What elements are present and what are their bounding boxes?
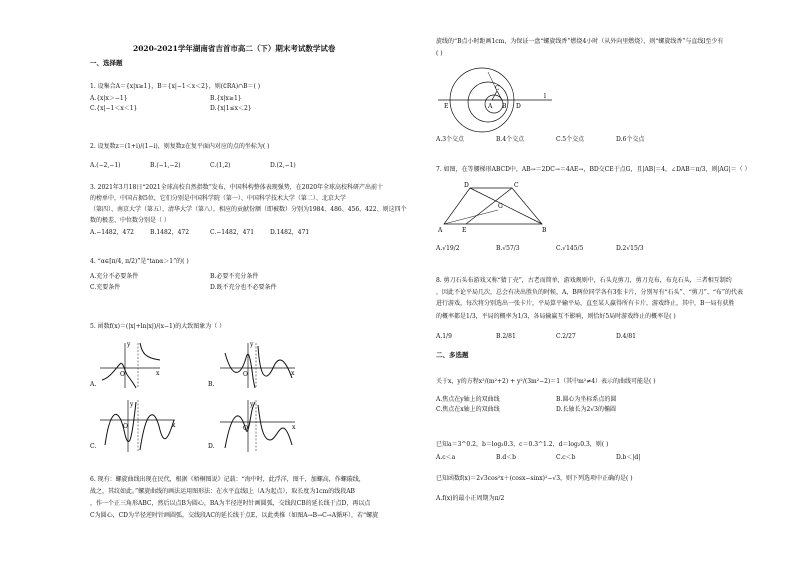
q5-graph-c-x: x: [172, 422, 176, 429]
q5-graph-c[interactable]: [90, 400, 176, 452]
q5-graph-b-x: x: [291, 370, 295, 377]
spiral-figure: [436, 60, 556, 134]
q10-option-d[interactable]: D.b＜|d|: [616, 454, 641, 461]
trap-label-c: C: [514, 182, 519, 189]
trap-label-e: E: [462, 227, 467, 234]
q10-option-a[interactable]: A.c＜a: [436, 454, 456, 461]
q6-option-b[interactable]: B.4个交点: [496, 136, 525, 143]
q4-option-c[interactable]: C.充要条件: [90, 284, 121, 291]
q3-line-3: （第四）、南京大学（第五）、清华大学（第八），相应的贡献份额（即被数）分别为1984、486、456、422、则这四个: [90, 206, 407, 213]
q5-graph-a-x: x: [156, 370, 160, 377]
q9-option-b[interactable]: B.圆心为坐标系点的圆: [556, 396, 617, 403]
q6-line-4: C为圆心，CD为半径逆时针画圆弧，交线段AC的延长线于点E，以此类推（如图A→B→C→A循环），若“螺旋: [90, 512, 379, 519]
q5-graph-d-origin: O: [243, 425, 248, 432]
q8-option-d[interactable]: D.4/81: [616, 333, 636, 340]
q1-stem: 1. 设集合A＝{x|x≥1}，B＝{x|−1＜x＜2}，则(∁RA)∩B＝( ): [90, 83, 261, 90]
q5-graph-b[interactable]: [208, 341, 295, 388]
q9-option-a[interactable]: A.焦点在y轴上的双曲线: [436, 396, 500, 403]
q5-graphs: [90, 338, 390, 456]
q8-line-1: 8. 剪刀石头布游戏又称“猜丁壳”，古老而简单，游戏规则中，石头克剪刀，剪刀克布，布克石头，三者相互制约: [436, 277, 732, 284]
trapezoid-figure: [436, 180, 556, 234]
q5-graph-d-x: x: [292, 424, 296, 431]
q3-option-c[interactable]: C.−1482，471: [210, 229, 255, 236]
q2-stem: 2. 设复数z＝(1+i)/(1−i)，则复数z在复平面内对应的点的坐标为( ): [90, 143, 270, 150]
q2-option-a[interactable]: A.(−2,−1): [90, 162, 121, 169]
q5-graph-a[interactable]: [90, 341, 160, 388]
q8-line-3: 进行游戏，每次将分别选出一张卡片，平局算平输平局，直至某人赢得所有卡片，游戏终止，其中，B一局有获胜: [436, 300, 735, 307]
q5-option-c: C.: [90, 443, 97, 450]
spiral-label-d: D: [516, 103, 521, 110]
q8-option-a[interactable]: A.1/9: [436, 333, 452, 340]
q5-stem: 5. 函数f(x)＝(|x|+ln|x|)/(x−1)的大致图象为（ ）: [90, 323, 226, 330]
q1-option-a[interactable]: A.{x|x＞−1}: [90, 95, 128, 102]
q10-stem: 已知a＝3^0.2，b＝log₃0.3，c＝0.3^1.2，d＝log₂0.3，则( ): [436, 441, 609, 448]
q3-line-4: 数的极差、中位数分别是（ ）: [90, 217, 170, 224]
q5-graph-b-origin: O: [243, 371, 248, 378]
q5-graph-b-y: y: [250, 341, 254, 348]
q4-option-d[interactable]: D.既不充分也不必要条件: [210, 284, 277, 291]
q9-option-d[interactable]: D.长轴长为2√3的椭圆: [556, 406, 616, 413]
q5-graph-d-y: y: [250, 401, 254, 408]
q3-line-1: 3. 2021年3月18日“2021全球高校自然指数”发布，中国科构整体表现强势，在2020年全球高校科研产出前十: [90, 184, 384, 191]
q1-option-d[interactable]: D.{x|1≤x＜2}: [210, 105, 252, 112]
q11-option-a[interactable]: A.f(x)的最小正周期为π/2: [436, 495, 505, 502]
section-multi-choice: 二、多选题: [436, 351, 469, 359]
q5-graph-a-origin: O: [120, 371, 125, 378]
q7-option-a[interactable]: A.√19/2: [436, 245, 460, 252]
spiral-label-a: A: [488, 103, 493, 110]
q6-option-a[interactable]: A.3个交点: [436, 136, 465, 143]
q3-option-a[interactable]: A.−1482，472: [90, 229, 134, 236]
q3-line-2: 的榜单中，中国占据5位，它们分别是中国科学院（第一）、中国科学技术大学（第二）、北京大学: [90, 195, 346, 202]
q3-option-b[interactable]: B.1482，472: [150, 229, 190, 236]
q7-option-c[interactable]: C.√145/5: [556, 245, 584, 252]
q7-stem: 7. 如图，在等腰梯形ABCD中，AB→＝2DC→＝4AE→，BD交CE于点G，且|AB|＝4，∠DAB＝π/3，则|AG|＝（ ）: [436, 166, 751, 173]
right-column: [410, 0, 794, 562]
trap-label-b: B: [542, 227, 547, 234]
q9-stem: 关于x，y的方程x²/(m²+2) + y²/(3m²−2)＝1（其中m²≠4）表示的曲线可能是( ): [436, 378, 656, 385]
q3-option-d[interactable]: D.1482，471: [270, 229, 310, 236]
q8-option-c[interactable]: C.2/27: [556, 333, 576, 340]
q4-option-a[interactable]: A.充分不必要条件: [90, 273, 139, 280]
spiral-label-b: B: [502, 103, 507, 110]
q2-option-c[interactable]: C.(1,2): [210, 162, 231, 169]
q10-option-b[interactable]: B.d＜b: [496, 454, 516, 461]
q2-option-d[interactable]: D.(2,−1): [270, 162, 296, 169]
q2-option-b[interactable]: B.(−1,−2): [150, 162, 181, 169]
q6-cont-line-1: 旋线的“B点小时距画1cm，为保证一盘“螺旋线香”燃烧4小时（从外向里燃烧），则“螺旋线香”与直线l至少有: [436, 38, 724, 45]
spiral-label-l: l: [544, 93, 546, 100]
q6-line-3: ，作一个正三角形ABC，然后以点B为圆心，BA为半径逆时针画圆弧，交线段CB的延长线于点D，再以点: [90, 500, 371, 507]
q5-graph-c-y: y: [130, 401, 134, 408]
q5-option-d: D.: [208, 443, 215, 450]
q1-option-b[interactable]: B.{x|x≥1}: [210, 95, 242, 102]
q6-option-c[interactable]: C.5个交点: [556, 136, 585, 143]
q4-option-b[interactable]: B.必要不充分条件: [210, 273, 259, 280]
q9-option-c[interactable]: C.焦点在x轴上的双曲线: [436, 406, 500, 413]
q5-graph-d[interactable]: [208, 400, 296, 452]
q8-line-4: 的概率都是1/3，平局的概率为1/3，各局输赢互不影响，则恰好5局时游戏终止的概率是( ): [436, 313, 676, 320]
q7-option-b[interactable]: B.√57/3: [496, 245, 520, 252]
q6-line-1: 6. 现有：螺旋曲线出现在民代，根据《梧桐图说》记载：“海中时，此浮洋，图千，加螺高，作螺璇线，: [90, 476, 365, 483]
q8-option-b[interactable]: B.2/81: [496, 333, 516, 340]
q5-option-b: B.: [208, 381, 215, 388]
page-title: 2020-2021学年湖南省吉首市高二（下）期末考试数学试卷: [133, 44, 336, 53]
q4-stem: 4. “α∈[π/4, π/2)”是“tanα＞1”的( ): [90, 258, 189, 265]
q5-graph-a-y: y: [127, 341, 131, 348]
q5-graph-c-origin: O: [123, 423, 128, 430]
section-single-choice: 一、选择题: [90, 59, 123, 67]
q5-option-a: A.: [90, 381, 97, 388]
q11-stem: 已知函数f(x)＝2√3cos²x＋(cosx−sinx)²−√3，则下列选项中正确的是( ): [436, 475, 633, 482]
trap-label-d: D: [464, 182, 469, 189]
q6-cont-line-2: ( ): [436, 50, 443, 57]
trap-label-g: G: [498, 203, 503, 210]
q8-line-2: ，因此不论平局几次，总会有决出胜负的时候，A，B两位同学各有3张卡片，分别写有“石头”、“剪刀”、“布”的代表: [436, 289, 743, 296]
spiral-label-c: C: [495, 85, 500, 92]
q10-option-c[interactable]: C.c＜b: [556, 454, 576, 461]
q1-option-c[interactable]: C.{x|−1＜x＜1}: [90, 105, 138, 112]
q6-option-d[interactable]: D.6个交点: [616, 136, 645, 143]
q7-option-d[interactable]: D.2√15/3: [616, 245, 644, 252]
q6-line-2: 战之，其纹如此。”螺旋曲线的画法运用图形法：在水平直线l上（A为起点），取长度为1cm的线段AB: [90, 488, 355, 495]
trap-label-a: A: [438, 227, 443, 234]
spiral-label-e: E: [444, 103, 449, 110]
